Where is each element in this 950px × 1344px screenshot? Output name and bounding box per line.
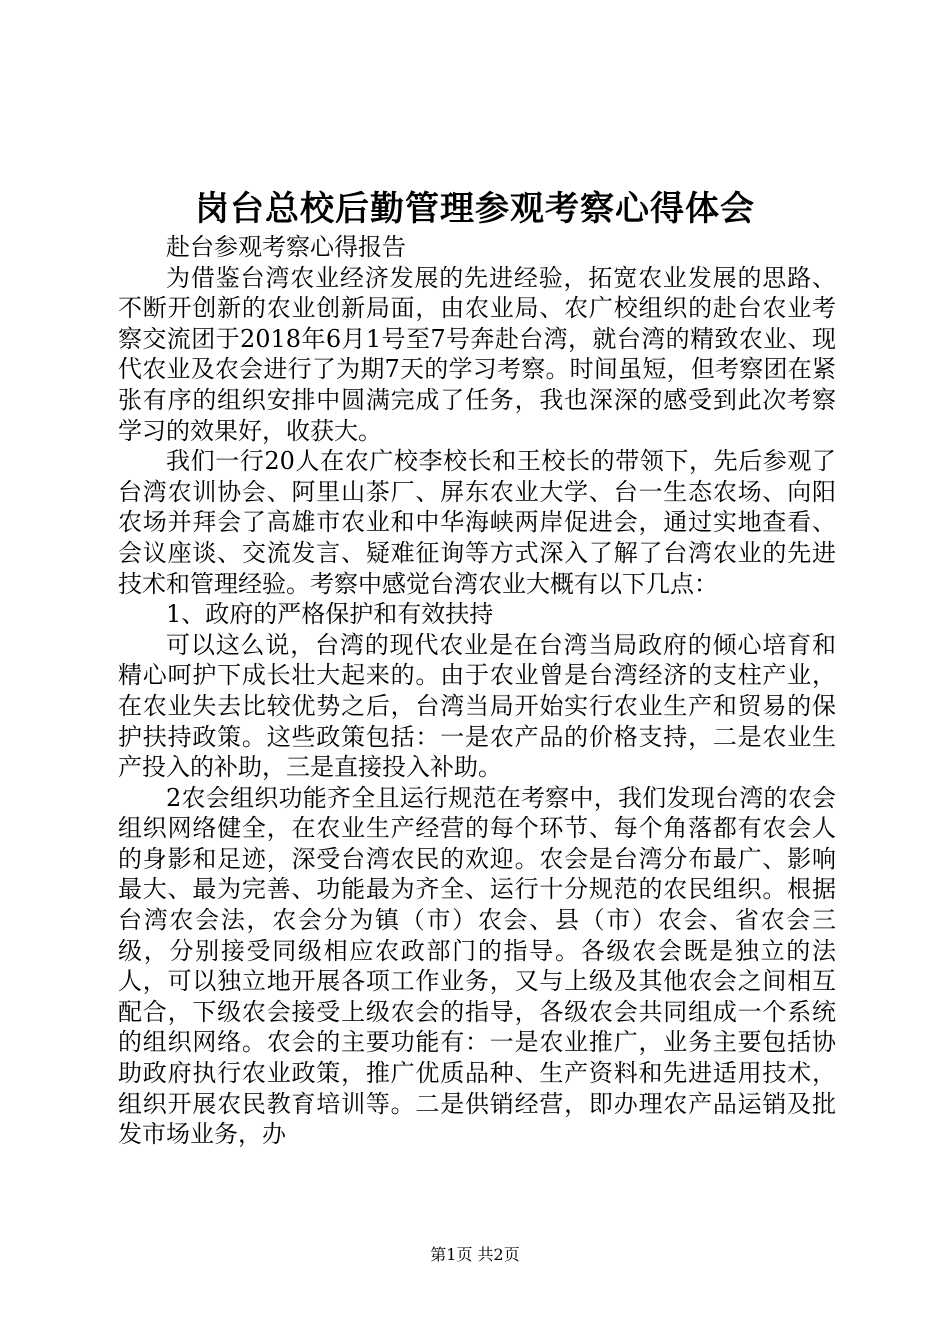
section-heading: 1、政府的严格保护和有效扶持 <box>166 600 494 629</box>
report-subtitle: 赴台参观考察心得报告 <box>166 233 406 261</box>
paragraph: 2农会组织功能齐全且运行规范在考察中，我们发现台湾的农会组织网络健全，在农业生产经营的每个环节、每个角落都有农会人的身影和足迹，深受台湾农民的欢迎。农会是台湾分布最广、影响最大、最为完善、功能最为齐全、运行十分规范的农民组织。根据台湾农会法，农会分为镇（市）农会、县（市）农会、省农会三级，分别接受同级相应农政部门的指导。各级农会既是独立的法人，可以独立地开展各项工作业务，又与上级及其他农会之间相互配合，下级农会接受上级农会的指导，各级农会共同组成一个系统的组织网络。农会的主要功能有：一是农业推广，业务主要包括协助政府执行农业政策，推广优质品种、生产资料和先进适用技术，组织开展农民教育培训等。二是供销经营，即办理农产品运销及批发市场业务，办 <box>118 783 836 1149</box>
paragraph: 为借鉴台湾农业经济发展的先进经验，拓宽农业发展的思路、不断开创新的农业创新局面，由农业局、农广校组织的赴台农业考察交流团于2018年6月1号至7号奔赴台湾，就台湾的精致农业、现代农业及农会进行了为期7天的学习考察。时间虽短，但考察团在紧张有序的组织安排中圆满完成了任务，我也深深的感受到此次考察学习的效果好，收获大。 <box>118 263 836 445</box>
paragraph: 可以这么说，台湾的现代农业是在台湾当局政府的倾心培育和精心呵护下成长壮大起来的。由于农业曾是台湾经济的支柱产业，在农业失去比较优势之后，台湾当局开始实行农业生产和贸易的保护扶持政策。这些政策包括：一是农产品的价格支持，二是农业生产投入的补助，三是直接投入补助。 <box>118 630 836 782</box>
document-title: 岗台总校后勤管理参观考察心得体会 <box>195 189 755 229</box>
page-footer: 第1页 共2页 <box>430 1245 520 1264</box>
document-body <box>118 232 836 1150</box>
paragraph: 我们一行20人在农广校李校长和王校长的带领下，先后参观了台湾农训协会、阿里山茶厂、屏东农业大学、台一生态农场、向阳农场并拜会了高雄市农业和中华海峡两岸促进会，通过实地查看、会议座谈、交流发言、疑难征询等方式深入了解了台湾农业的先进技术和管理经验。考察中感觉台湾农业大概有以下几点： <box>118 447 836 598</box>
